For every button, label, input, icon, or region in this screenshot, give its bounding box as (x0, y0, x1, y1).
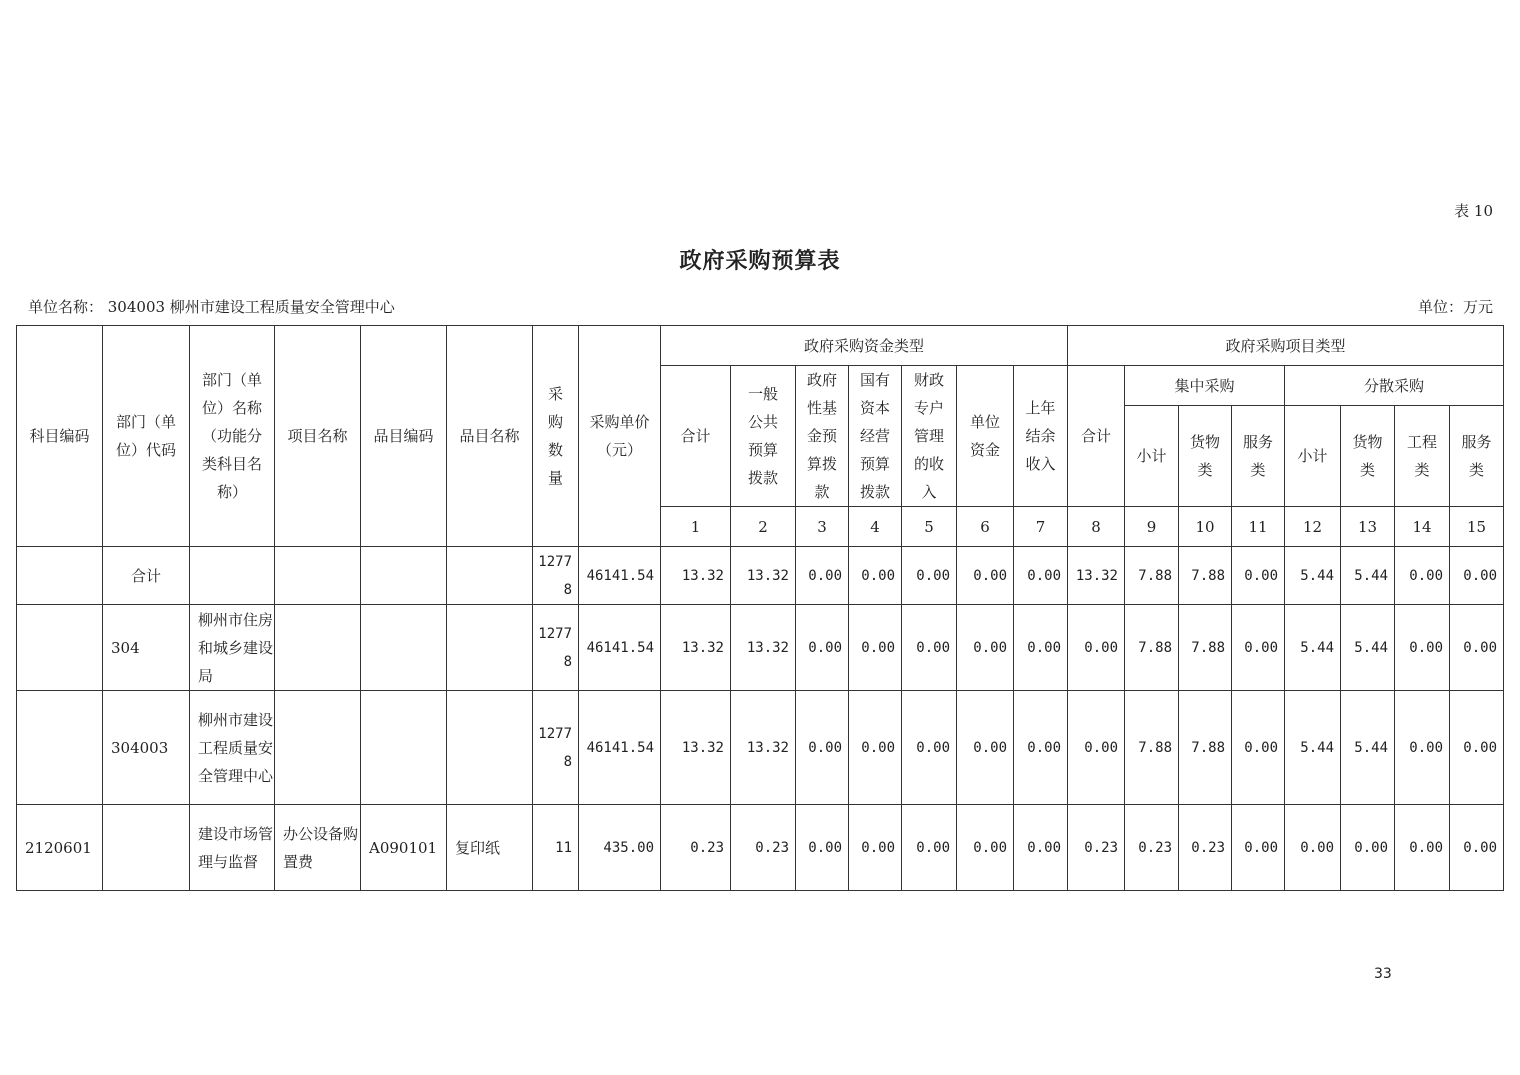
table-row (17, 547, 1504, 605)
col-number: 13 (1341, 507, 1395, 547)
cell-value: 0.00 (957, 605, 1014, 691)
header-goods2: 货物类 (1341, 406, 1395, 507)
col-number: 7 (1014, 507, 1068, 547)
cell-unit-price: 435.00 (579, 805, 661, 891)
cell-value: 0.00 (957, 805, 1014, 891)
cell-dept-name: 柳州市住房和城乡建设局 (190, 605, 275, 691)
col-number: 11 (1232, 507, 1285, 547)
col-number: 1 (661, 507, 731, 547)
header-dept-code: 部门（单位）代码 (103, 326, 190, 547)
cell-subject-code (17, 691, 103, 805)
cell-value: 0.00 (1341, 805, 1395, 891)
cell-value: 0.00 (1014, 805, 1068, 891)
header-last-year-balance: 上年结余收入 (1014, 366, 1068, 507)
cell-value: 13.32 (731, 691, 796, 805)
cell-project-name: 办公设备购置费 (275, 805, 361, 891)
cell-qty: 12778 (533, 547, 579, 605)
cell-dept-code (103, 805, 190, 891)
cell-value: 0.00 (902, 605, 957, 691)
cell-value: 0.00 (1395, 605, 1450, 691)
header-general-budget: 一般公共预算拨款 (731, 366, 796, 507)
cell-value: 0.00 (902, 805, 957, 891)
cell-subject-code: 2120601 (17, 805, 103, 891)
cell-value: 0.00 (957, 547, 1014, 605)
cell-qty: 12778 (533, 691, 579, 805)
header-fund-type-group: 政府采购资金类型 (661, 326, 1068, 366)
cell-value: 13.32 (661, 547, 731, 605)
cell-item-code (361, 605, 447, 691)
cell-value: 0.00 (796, 691, 849, 805)
header-services: 服务类 (1232, 406, 1285, 507)
header-special-account: 财政专户管理的收入 (902, 366, 957, 507)
header-unit-price: 采购单价（元） (579, 326, 661, 547)
cell-item-code: A090101 (361, 805, 447, 891)
cell-item-name (447, 547, 533, 605)
header-fund-total: 合计 (661, 366, 731, 507)
cell-value: 0.00 (902, 691, 957, 805)
cell-subject-code (17, 605, 103, 691)
cell-value: 13.32 (731, 605, 796, 691)
cell-value: 5.44 (1341, 691, 1395, 805)
cell-value: 0.00 (1014, 605, 1068, 691)
col-number: 9 (1125, 507, 1179, 547)
cell-item-name: 复印纸 (447, 805, 533, 891)
table-row (17, 691, 1504, 805)
col-number: 2 (731, 507, 796, 547)
cell-value: 0.23 (731, 805, 796, 891)
cell-qty: 11 (533, 805, 579, 891)
table-row (17, 805, 1504, 891)
cell-dept-name: 柳州市建设工程质量安全管理中心 (190, 691, 275, 805)
cell-value: 0.00 (849, 691, 902, 805)
header-goods: 货物类 (1179, 406, 1232, 507)
cell-unit-price: 46141.54 (579, 605, 661, 691)
cell-value: 0.00 (1014, 691, 1068, 805)
cell-value: 0.00 (1285, 805, 1341, 891)
cell-value: 13.32 (1068, 547, 1125, 605)
header-proj-total: 合计 (1068, 366, 1125, 507)
cell-value: 0.00 (1068, 691, 1125, 805)
cell-project-name (275, 605, 361, 691)
cell-value: 7.88 (1179, 547, 1232, 605)
cell-value: 5.44 (1341, 547, 1395, 605)
col-number: 8 (1068, 507, 1125, 547)
header-state-capital: 国有资本经营预算拨款 (849, 366, 902, 507)
cell-value: 13.32 (731, 547, 796, 605)
cell-value: 0.00 (849, 805, 902, 891)
cell-dept-code: 304003 (103, 691, 190, 805)
cell-dept-name (190, 547, 275, 605)
unit-label: 单位：万元 (1417, 298, 1493, 316)
cell-dept-code: 304 (103, 605, 190, 691)
header-subject-code: 科目编码 (17, 326, 103, 547)
cell-value: 5.44 (1341, 605, 1395, 691)
header-subtotal: 小计 (1125, 406, 1179, 507)
cell-value: 0.23 (1179, 805, 1232, 891)
cell-value: 0.00 (796, 805, 849, 891)
unit-name: 单位名称： 304003 柳州市建设工程质量安全管理中心 (28, 298, 395, 316)
header-item-code: 品目编码 (361, 326, 447, 547)
col-number: 6 (957, 507, 1014, 547)
cell-value: 0.00 (1450, 547, 1504, 605)
cell-value: 0.00 (1450, 605, 1504, 691)
cell-unit-price: 46141.54 (579, 691, 661, 805)
cell-qty: 12778 (533, 605, 579, 691)
procurement-budget-table (16, 325, 1504, 891)
header-item-name: 品目名称 (447, 326, 533, 547)
header-engineering: 工程类 (1395, 406, 1450, 507)
cell-value: 5.44 (1285, 547, 1341, 605)
col-number: 15 (1450, 507, 1504, 547)
header-qty: 采购数量 (533, 326, 579, 547)
col-number: 14 (1395, 507, 1450, 547)
cell-value: 0.23 (1068, 805, 1125, 891)
table-body (17, 547, 1504, 891)
col-number: 10 (1179, 507, 1232, 547)
cell-value: 7.88 (1179, 691, 1232, 805)
cell-value: 0.00 (1068, 605, 1125, 691)
header-gov-fund: 政府性基金预算拨款 (796, 366, 849, 507)
cell-value: 0.00 (1450, 691, 1504, 805)
header-centralized: 集中采购 (1125, 366, 1285, 406)
cell-value: 0.00 (1232, 805, 1285, 891)
cell-project-name (275, 547, 361, 605)
cell-project-name (275, 691, 361, 805)
cell-item-code (361, 547, 447, 605)
table-row (17, 605, 1504, 691)
col-number: 3 (796, 507, 849, 547)
col-number: 12 (1285, 507, 1341, 547)
cell-value: 0.00 (1395, 691, 1450, 805)
cell-value: 0.00 (902, 547, 957, 605)
cell-value: 0.00 (796, 547, 849, 605)
cell-value: 0.00 (1014, 547, 1068, 605)
cell-value: 0.23 (661, 805, 731, 891)
cell-value: 0.23 (1125, 805, 1179, 891)
cell-value: 5.44 (1285, 605, 1341, 691)
header-dept-name: 部门（单位）名称（功能分类科目名称） (190, 326, 275, 547)
cell-dept-name: 建设市场管理与监督 (190, 805, 275, 891)
cell-value: 13.32 (661, 691, 731, 805)
cell-value: 0.00 (957, 691, 1014, 805)
cell-subject-code (17, 547, 103, 605)
header-subtotal2: 小计 (1285, 406, 1341, 507)
header-services2: 服务类 (1450, 406, 1504, 507)
cell-value: 7.88 (1179, 605, 1232, 691)
table-number: 表 10 (1454, 202, 1493, 220)
cell-value: 7.88 (1125, 691, 1179, 805)
cell-value: 5.44 (1285, 691, 1341, 805)
cell-value: 7.88 (1125, 605, 1179, 691)
cell-value: 0.00 (796, 605, 849, 691)
cell-dept-code: 合计 (103, 547, 190, 605)
cell-value: 0.00 (1232, 547, 1285, 605)
cell-value: 0.00 (1395, 805, 1450, 891)
cell-item-name (447, 605, 533, 691)
cell-value: 0.00 (1395, 547, 1450, 605)
page-number: 33 (1374, 966, 1392, 982)
header-project-type-group: 政府采购项目类型 (1068, 326, 1504, 366)
cell-value: 0.00 (849, 605, 902, 691)
cell-value: 13.32 (661, 605, 731, 691)
cell-item-name (447, 691, 533, 805)
cell-value: 0.00 (1232, 605, 1285, 691)
header-unit-fund: 单位资金 (957, 366, 1014, 507)
cell-value: 0.00 (1232, 691, 1285, 805)
header-decentralized: 分散采购 (1285, 366, 1504, 406)
header-project-name: 项目名称 (275, 326, 361, 547)
cell-value: 7.88 (1125, 547, 1179, 605)
cell-value: 0.00 (1450, 805, 1504, 891)
col-number: 5 (902, 507, 957, 547)
col-number: 4 (849, 507, 902, 547)
page-title: 政府采购预算表 (679, 248, 841, 274)
cell-unit-price: 46141.54 (579, 547, 661, 605)
cell-item-code (361, 691, 447, 805)
cell-value: 0.00 (849, 547, 902, 605)
